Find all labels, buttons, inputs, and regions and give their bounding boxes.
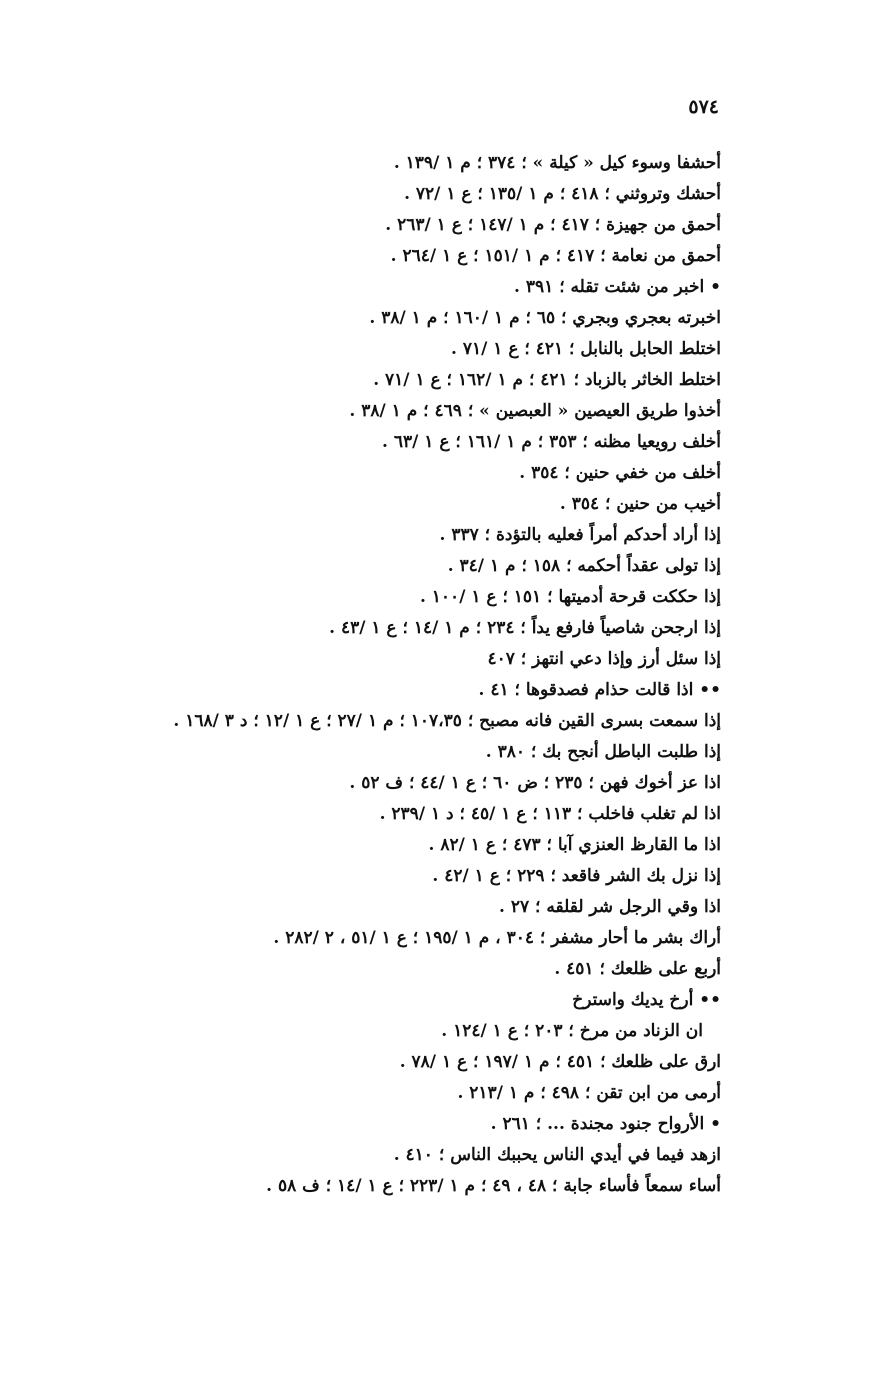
index-entry: إذا سئل أرز وإذا دعي انتهز ؛ ٤٠٧ (487, 649, 721, 669)
index-entry: إذا ارجحن شاصياً فارفع يداً ؛ ٢٣٤ ؛ م ١ /١٤ ؛ ع ١ /٤٣ . (329, 618, 721, 638)
index-entry: اذا ما القارظ العنزي آبا ؛ ٤٧٣ ؛ ع ١ /٨٢ . (428, 835, 721, 855)
index-entry: إذا طلبت الباطل أنجح بك ؛ ٣٨٠ . (485, 742, 721, 762)
index-entry: أساء سمعاً فأساء جابة ؛ ٤٨ ، ٤٩ ؛ م ١ /٢٢٣ ؛ ع ١ /١٤ ؛ ف ٥٨ . (266, 1176, 721, 1196)
index-entry: أرمى من ابن تقن ؛ ٤٩٨ ؛ م ١ /٢١٣ . (457, 1083, 721, 1103)
index-entry: أحمق من جهيزة ؛ ٤١٧ ؛ م ١ /١٤٧ ؛ ع ١ /٢٦٣ . (385, 215, 721, 235)
index-entry: ارق على ظلعك ؛ ٤٥١ ؛ م ١ /١٩٧ ؛ ع ١ /٧٨ . (399, 1052, 721, 1072)
index-entry: أخذوا طريق العيصين « العبصين » ؛ ٤٦٩ ؛ م ١ /٣٨ . (349, 401, 721, 421)
index-entry: أخيب من حنين ؛ ٣٥٤ . (559, 494, 721, 514)
index-entry: إذا سمعت بسرى القين فانه مصبح ؛ ١٠٧،٣٥ ؛ م ١ /٢٧ ؛ ع ١ /١٢ ؛ د ٣ /١٦٨ . (173, 711, 721, 731)
index-entry: أحمق من نعامة ؛ ٤١٧ ؛ م ١ /١٥١ ؛ ع ١ /٢٦٤ . (390, 246, 721, 266)
index-entry: اختلط الحابل بالنابل ؛ ٤٢١ ؛ ع ١ /٧١ . (451, 339, 721, 359)
index-entry: اذا عز أخوك فهن ؛ ٢٣٥ ؛ ض ٦٠ ؛ ع ١ /٤٤ ؛ ف ٥٢ . (349, 773, 721, 793)
index-entry: إذا حككت قرحة أدميتها ؛ ١٥١ ؛ ع ١ /١٠٠ . (419, 587, 721, 607)
index-entry: اختلط الخاثر بالزباد ؛ ٤٢١ ؛ م ١ /١٦٢ ؛ ع ١ /٧١ . (373, 370, 721, 390)
proverb-index-list (61, 148, 721, 1202)
index-entry: أراك بشر ما أحار مشفر ؛ ٣٠٤ ، م ١ /١٩٥ ؛ ع ١ /٥١ ، ٢ /٢٨٢ . (273, 928, 721, 948)
index-entry: أحشفا وسوء كيل « كيلة » ؛ ٣٧٤ ؛ م ١ /١٣٩ . (393, 153, 721, 173)
index-entry: أخلف من خفي حنين ؛ ٣٥٤ . (519, 463, 721, 483)
index-entry: اذا لم تغلب فاخلب ؛ ١١٣ ؛ ع ١ /٤٥ ؛ د ١ /٢٣٩ . (379, 804, 721, 824)
index-entry: أحشك وتروثني ؛ ٤١٨ ؛ م ١ /١٣٥ ؛ ع ١ /٧٢ . (404, 184, 721, 204)
index-entry: إذا تولى عقداً أحكمه ؛ ١٥٨ ؛ م ١ /٣٤ . (447, 556, 721, 576)
index-entry: أخلف رويعيا مظنه ؛ ٣٥٣ ؛ م ١ /١٦١ ؛ ع ١ /٦٣ . (382, 432, 721, 452)
index-entry: إذا نزل بك الشر فاقعد ؛ ٢٢٩ ؛ ع ١ /٤٢ . (432, 866, 721, 886)
index-entry: اذا وقي الرجل شر لقلقه ؛ ٢٧ . (499, 897, 721, 917)
index-entry: إذا أراد أحدكم أمراً فعليه بالتؤدة ؛ ٣٣٧ . (439, 525, 721, 545)
index-entry: ازهد فيما في أيدي الناس يحببك الناس ؛ ٤١٠ . (393, 1145, 721, 1165)
index-entry: أربع على ظلعك ؛ ٤٥١ . (554, 959, 721, 979)
page-number: ٥٧٤ (688, 96, 719, 118)
index-entry-continuation: ان الزناد من مرخ ؛ ٢٠٣ ؛ ع ١ /١٢٤ . (441, 1021, 703, 1041)
index-entry: • اخبر من شئت تقله ؛ ٣٩١ . (514, 277, 721, 297)
index-entry: •• اذا قالت حذام فصدقوها ؛ ٤١ . (478, 680, 721, 700)
index-entry: • الأرواح جنود مجندة ... ؛ ٢٦١ . (490, 1114, 721, 1134)
index-entry: •• أرخ يديك واسترخ (572, 990, 721, 1010)
index-entry: اخبرته بعجري وبجري ؛ ٦٥ ؛ م ١ /١٦٠ ؛ م ١ /٣٨ . (369, 308, 721, 328)
